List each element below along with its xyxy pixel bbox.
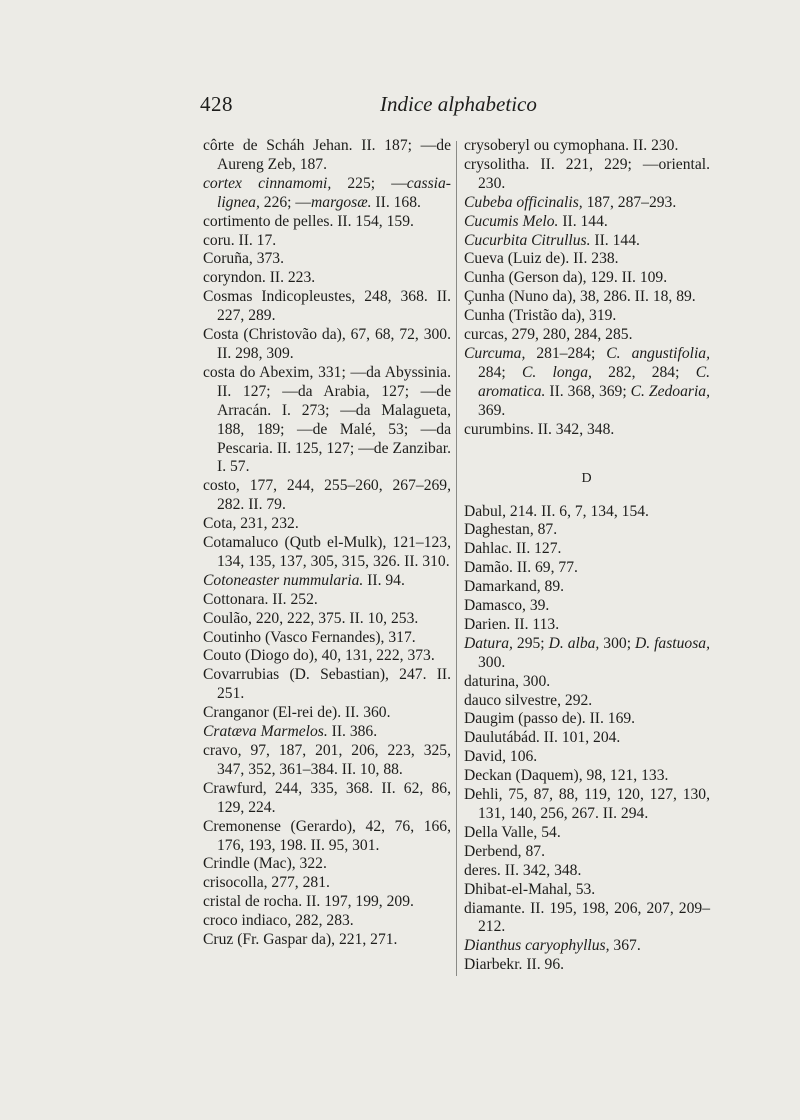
index-entry: Cucurbita Citrullus. II. 144.	[464, 231, 640, 249]
index-entry: cravo, 97, 187, 201, 206, 223, 325, 347, 352, 361–384. II. 10, 88.	[203, 742, 451, 778]
page-number: 428	[200, 92, 233, 116]
index-entry: Diarbekr. II. 96.	[464, 956, 565, 974]
index-column-right	[464, 137, 710, 975]
index-entry: curumbins. II. 342, 348.	[464, 420, 615, 438]
index-entry: Covarrubias (D. Sebastian), 247. II. 251.	[203, 666, 451, 703]
index-entry: Cotamaluco (Qutb el-Mulk), 121–123, 134, 135, 137, 305, 315, 326. II. 310.	[203, 534, 451, 570]
index-entry: Cotoneaster nummularia. II. 94.	[203, 571, 405, 589]
index-entry: croco indiaco, 282, 283.	[203, 912, 354, 930]
index-block-c	[464, 137, 710, 440]
index-entry: Cueva (Luiz de). II. 238.	[464, 250, 619, 268]
index-entry: Dehli, 75, 87, 88, 119, 120, 127, 130, 131, 140, 256, 267. II. 294.	[464, 786, 710, 822]
index-entry: curcas, 279, 280, 284, 285.	[464, 326, 633, 344]
index-entry: Crindle (Mac), 322.	[203, 855, 327, 873]
index-entry: Cosmas Indicopleustes, 248, 368. II. 227, 289.	[203, 288, 451, 325]
index-entry: Cunha (Tristão da), 319.	[464, 307, 617, 325]
index-entry: Daugim (passo de). II. 169.	[464, 710, 636, 728]
index-entry: Della Valle, 54.	[464, 823, 561, 841]
index-entry: Dianthus caryophyllus, 367.	[464, 937, 641, 955]
index-entry: Dahlac. II. 127.	[464, 540, 562, 558]
index-entry: deres. II. 342, 348.	[464, 861, 582, 879]
index-entry: Coulão, 220, 222, 375. II. 10, 253.	[203, 609, 419, 627]
index-entry: diamante. II. 195, 198, 206, 207, 209–212.	[464, 899, 710, 936]
index-entry: Daghestan, 87.	[464, 521, 558, 539]
index-entry: Cucumis Melo. II. 144.	[464, 212, 608, 230]
index-entry: Dhibat-el-Mahal, 53.	[464, 880, 596, 898]
index-entry: Crawfurd, 244, 335, 368. II. 62, 86, 129, 224.	[203, 779, 451, 816]
index-entry: daturina, 300.	[464, 672, 551, 690]
index-entry: Couto (Diogo do), 40, 131, 222, 373.	[203, 647, 435, 665]
index-entry: Cottonara. II. 252.	[203, 590, 318, 608]
index-entry: Deckan (Daquem), 98, 121, 133.	[464, 767, 669, 785]
index-entry: cortimento de pelles. II. 154, 159.	[203, 212, 414, 230]
index-entry: coru. II. 17.	[203, 231, 277, 249]
index-entry: costo, 177, 244, 255–260, 267–269, 282. II. 79.	[203, 477, 451, 514]
index-entry: David, 106.	[464, 748, 538, 766]
index-entry: Dabul, 214. II. 6, 7, 134, 154.	[464, 502, 649, 520]
index-entry: côrte de Scháh Jehan. II. 187; —de Aureng Zeb, 187.	[203, 137, 451, 173]
index-entry: crysolitha. II. 221, 229; —oriental. 230.	[464, 155, 710, 192]
running-head: Indice alphabetico	[380, 92, 537, 116]
index-entry: Cratæva Marmelos. II. 386.	[203, 723, 378, 741]
index-entry: coryndon. II. 223.	[203, 269, 316, 287]
index-entry: dauco silvestre, 292.	[464, 691, 593, 709]
index-entry: crisocolla, 277, 281.	[203, 874, 330, 892]
index-entry: Çunha (Nuno da), 38, 286. II. 18, 89.	[464, 288, 696, 306]
index-column-left	[203, 137, 451, 950]
index-entry: Cranganor (El-rei de). II. 360.	[203, 704, 391, 722]
index-entry: Datura, 295; D. alba, 300; D. fastuosa, 300.	[464, 634, 710, 671]
index-entry: Daulutábád. II. 101, 204.	[464, 729, 621, 747]
index-entry: Curcuma, 281–284; C. angustifolia, 284; C. longa, 282, 284; C. aromatica. II. 368, 369; C. Zedoaria, 369.	[464, 344, 710, 419]
index-entry: Cota, 231, 232.	[203, 515, 299, 533]
index-entry: cortex cinnamomi, 225; —cassia-lignea, 226; —margosæ. II. 168.	[203, 174, 451, 211]
index-entry: Damão. II. 69, 77.	[464, 559, 578, 577]
index-entry: Coutinho (Vasco Fernandes), 317.	[203, 628, 416, 646]
index-entry: Costa (Christovão da), 67, 68, 72, 300. II. 298, 309.	[203, 326, 451, 362]
index-entry: Cremonense (Gerardo), 42, 76, 166, 176, 193, 198. II. 95, 301.	[203, 817, 451, 854]
index-entry: Cunha (Gerson da), 129. II. 109.	[464, 269, 668, 287]
index-entry: Cruz (Fr. Gaspar da), 221, 271.	[203, 931, 398, 949]
index-entry: Cubeba officinalis, 187, 287–293.	[464, 193, 677, 211]
index-entry: Damarkand, 89.	[464, 578, 565, 596]
index-entry: Darien. II. 113.	[464, 615, 560, 633]
index-entry: Derbend, 87.	[464, 842, 545, 860]
index-entry: Coruña, 373.	[203, 250, 284, 268]
index-entry: Damasco, 39.	[464, 597, 550, 615]
index-entry: cristal de rocha. II. 197, 199, 209.	[203, 893, 414, 911]
column-divider	[456, 141, 457, 976]
section-letter-d: D	[581, 470, 593, 486]
index-entry: costa do Abexim, 331; —da Abyssinia. II. 127; —da Arabia, 127; —de Arracán. I. 273; —da Malagueta, 188, 189; —de Malé, 53; —da Pescaria. II. 125, 127; —de Zanzibar. I. 57.	[203, 363, 451, 476]
index-block-d	[464, 503, 710, 976]
index-entry: crysoberyl ou cymophana. II. 230.	[464, 137, 679, 154]
